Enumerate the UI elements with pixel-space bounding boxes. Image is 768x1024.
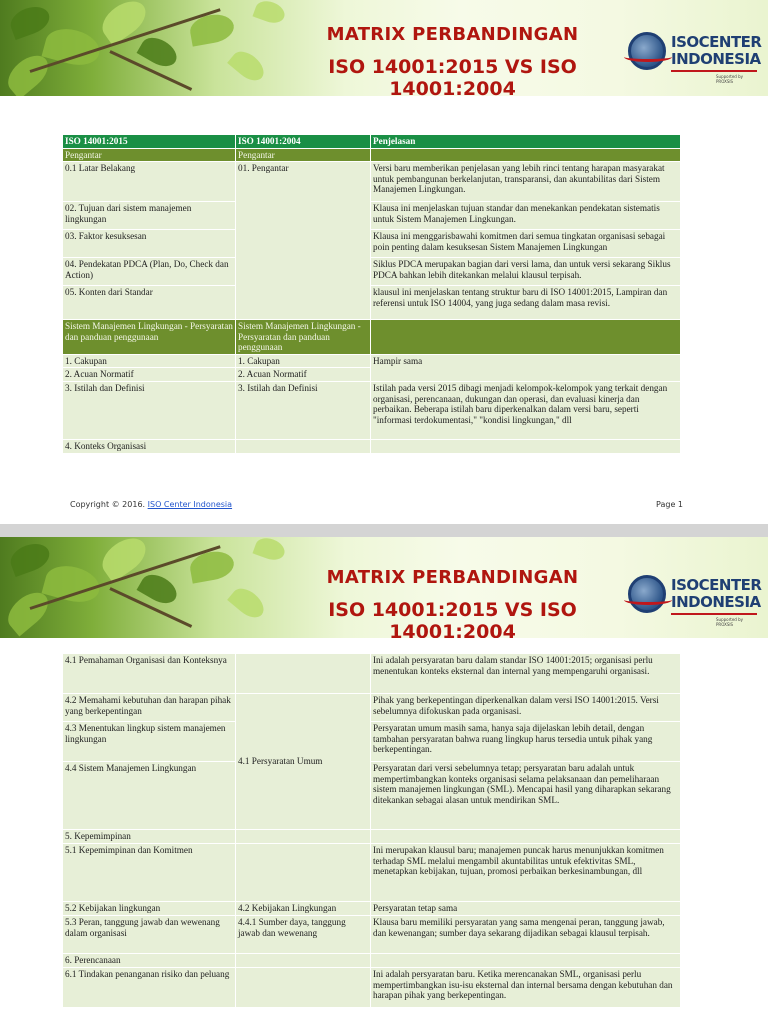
cell-penjelasan: Persyaratan umum masih sama, hanya saja dijelaskan lebih detail, dengan tambahan persyaratan bahwa ruang lingkup harus tersedia untuk pihak yang berkepentingan. <box>371 722 681 762</box>
cell-penjelasan <box>371 148 681 162</box>
column-header-penjelasan: Penjelasan <box>371 135 681 149</box>
swoosh-icon <box>624 52 672 62</box>
cell-iso-2004: 3. Istilah dan Definisi <box>236 382 371 440</box>
logo-underline <box>671 613 757 615</box>
table-header-row <box>63 135 681 149</box>
cell-penjelasan: Istilah pada versi 2015 dibagi menjadi kelompok-kelompok yang terkait dengan organisasi, perencanaan, dukungan dan operasi, dan evaluasi kinerja dan perbaikan. Beberapa istilah baru diperkenalkan dalam versi baru, seperti "informasi terdokumentasi," "kondisi lingkungan," dll <box>371 382 681 440</box>
cell-penjelasan: Pihak yang berkepentingan diperkenalkan dalam versi ISO 14001:2015. Versi sebelumnya difokuskan pada organisasi. <box>371 694 681 722</box>
table-row <box>63 148 681 162</box>
cell-penjelasan: Siklus PDCA merupakan bagian dari versi lama, dan untuk versi sekarang Siklus PDCA bahkan lebih ditekankan melalui klausul terpisah. <box>371 258 681 286</box>
cell-penjelasan: Klausa ini menjelaskan tujuan standar dan menekankan pendekatan sistematis untuk Sistem Manajemen Lingkungan. <box>371 202 681 230</box>
table-row <box>63 354 681 368</box>
table-row <box>63 162 681 202</box>
cell-penjelasan: Persyaratan dari versi sebelumnya tetap; persyaratan baru adalah untuk mempertimbangkan konteks organisasi selama pelaksanaan dan pemeliharaan sistem manajemen lingkungan (SML). Mencapai hasil yang diharapkan sekarang ditekankan sebagai alasan untuk mendirikan SML. <box>371 762 681 830</box>
cell-iso-2004: 2. Acuan Normatif <box>236 368 371 382</box>
logo-text-line-2: INDONESIA <box>671 593 761 611</box>
cell-penjelasan: Klausa baru memiliki persyaratan yang sama mengenai peran, tanggung jawab, dan kewenangan; sumber daya sekarang dijadikan sebagai klausul terpisah. <box>371 916 681 954</box>
logo-text-line-2: INDONESIA <box>671 50 761 68</box>
cell-iso-2015: 02. Tujuan dari sistem manajemen lingkungan <box>63 202 236 230</box>
cell-iso-2004: 4.1 Persyaratan Umum <box>236 694 371 830</box>
banner-title-line-1: MATRIX PERBANDINGAN <box>326 24 579 45</box>
table-row <box>63 382 681 440</box>
cell-iso-2004: 4.4.1 Sumber daya, tanggung jawab dan wewenang <box>236 916 371 954</box>
cell-penjelasan: Versi baru memberikan penjelasan yang lebih rinci tentang harapan masyarakat untuk pembangunan berkelanjutan, transparansi, dan akuntabilitas dari Sistem Manajemen Lingkungan. <box>371 162 681 202</box>
document-page-2 <box>0 537 768 1024</box>
cell-iso-2015: 5.2 Kebijakan lingkungan <box>63 902 236 916</box>
table-row <box>63 286 681 320</box>
cell-iso-2004 <box>236 440 371 454</box>
table-row <box>63 762 681 830</box>
column-header-iso-2015: ISO 14001:2015 <box>63 135 236 149</box>
cell-iso-2015: 5. Kepemimpinan <box>63 830 236 844</box>
table-row <box>63 202 681 230</box>
table-row <box>63 722 681 762</box>
cell-iso-2015: 05. Konten dari Standar <box>63 286 236 320</box>
cell-iso-2015: 4.3 Menentukan lingkup sistem manajemen lingkungan <box>63 722 236 762</box>
cell-penjelasan: Hampir sama <box>371 354 681 381</box>
cell-iso-2015: 5.3 Peran, tanggung jawab dan wewenang dalam organisasi <box>63 916 236 954</box>
cell-iso-2015: 2. Acuan Normatif <box>63 368 236 382</box>
cell-iso-2015: 4.2 Memahami kebutuhan dan harapan pihak yang berkepentingan <box>63 694 236 722</box>
logo-text-line-1: ISOCENTER <box>671 33 762 51</box>
table-row <box>63 902 681 916</box>
cell-iso-2015: 6.1 Tindakan penanganan risiko dan peluang <box>63 968 236 1008</box>
table-row <box>63 654 681 694</box>
comparison-table-page-2 <box>62 653 681 1008</box>
cell-penjelasan: Klausa ini menggarisbawahi komitmen dari semua tingkatan organisasi sebagai poin penting dalam kesuksesan Sistem Manajemen Lingkungan <box>371 230 681 258</box>
cell-iso-2015: 4.4 Sistem Manajemen Lingkungan <box>63 762 236 830</box>
copyright-text: Copyright © 2016. <box>70 500 148 509</box>
cell-penjelasan: Ini adalah persyaratan baru dalam standar ISO 14001:2015; organisasi perlu menentukan konteks eksternal dan internal yang mempengaruhi organisasi. <box>371 654 681 694</box>
cell-iso-2004: 01. Pengantar <box>236 162 371 320</box>
cell-iso-2015: 3. Istilah dan Definisi <box>63 382 236 440</box>
globe-icon <box>628 575 666 613</box>
cell-iso-2004: Pengantar <box>236 148 371 162</box>
cell-penjelasan: Ini adalah persyaratan baru. Ketika merencanakan SML, organisasi perlu mempertimbangkan isu-isu eksternal dan internal bersama dengan kebutuhan dan harapan pihak yang berkepentingan. <box>371 968 681 1008</box>
cell-iso-2004 <box>236 844 371 902</box>
cell-penjelasan <box>371 320 681 355</box>
cell-iso-2015: 03. Faktor kesuksesan <box>63 230 236 258</box>
cell-iso-2015: 6. Perencanaan <box>63 954 236 968</box>
cell-iso-2004 <box>236 830 371 844</box>
cell-penjelasan: Persyaratan tetap sama <box>371 902 681 916</box>
banner-title-line-2: ISO 14001:2015 VS ISO 14001:2004 <box>328 599 577 638</box>
globe-icon <box>628 32 666 70</box>
cell-iso-2015: 1. Cakupan <box>63 354 236 368</box>
cell-iso-2004 <box>236 968 371 1008</box>
column-header-iso-2004: ISO 14001:2004 <box>236 135 371 149</box>
comparison-table-page-1 <box>62 134 681 454</box>
header-banner <box>0 0 768 96</box>
cell-iso-2015: 04. Pendekatan PDCA (Plan, Do, Check dan Action) <box>63 258 236 286</box>
table-row <box>63 694 681 722</box>
isocenter-logo <box>628 573 762 631</box>
logo-underline <box>671 70 757 72</box>
cell-iso-2015: 5.1 Kepemimpinan dan Komitmen <box>63 844 236 902</box>
cell-iso-2004 <box>236 954 371 968</box>
cell-iso-2004: Sistem Manajemen Lingkungan - Persyaratan dan panduan penggunaan <box>236 320 371 355</box>
cell-iso-2004: 1. Cakupan <box>236 354 371 368</box>
cell-iso-2015: 0.1 Latar Belakang <box>63 162 236 202</box>
cell-penjelasan <box>371 830 681 844</box>
cell-penjelasan: Ini merupakan klausul baru; manajemen puncak harus menunjukkan komitmen terhadap SML melalui mengambil akuntabilitas untuk efektivitas SML, menetapkan kebijakan, tujuan, promosi perbaikan berkesinambungan, dll <box>371 844 681 902</box>
cell-iso-2015: 4. Konteks Organisasi <box>63 440 236 454</box>
banner-title-line-2: ISO 14001:2015 VS ISO 14001:2004 <box>328 56 577 96</box>
cell-iso-2015: Pengantar <box>63 148 236 162</box>
table-row <box>63 440 681 454</box>
table-row <box>63 230 681 258</box>
cell-penjelasan <box>371 954 681 968</box>
table-row <box>63 830 681 844</box>
table-row <box>63 844 681 902</box>
cell-iso-2004 <box>236 654 371 694</box>
header-banner <box>0 537 768 638</box>
banner-title-line-1: MATRIX PERBANDINGAN <box>326 567 579 588</box>
iso-center-link[interactable]: ISO Center Indonesia <box>147 500 233 509</box>
page-number: Page 1 <box>656 500 683 509</box>
cell-iso-2015: 4.1 Pemahaman Organisasi dan Konteksnya <box>63 654 236 694</box>
table-row <box>63 320 681 355</box>
copyright-footer <box>70 500 232 509</box>
table-row <box>63 968 681 1008</box>
swoosh-icon <box>624 595 672 605</box>
table-row <box>63 916 681 954</box>
cell-iso-2015: Sistem Manajemen Lingkungan - Persyaratan dan panduan penggunaan <box>63 320 236 355</box>
table-row <box>63 954 681 968</box>
logo-subtitle: Supported by PROXSIS <box>716 617 743 627</box>
table-row <box>63 258 681 286</box>
cell-penjelasan: klausul ini menjelaskan tentang struktur baru di ISO 14001:2015, Lampiran dan referensi untuk ISO 14004, yang juga sedang dalam masa revisi. <box>371 286 681 320</box>
cell-penjelasan <box>371 440 681 454</box>
isocenter-logo <box>628 30 762 88</box>
logo-subtitle: Supported by PROXSIS <box>716 74 743 84</box>
logo-text-line-1: ISOCENTER <box>671 576 762 594</box>
cell-iso-2004: 4.2 Kebijakan Lingkungan <box>236 902 371 916</box>
